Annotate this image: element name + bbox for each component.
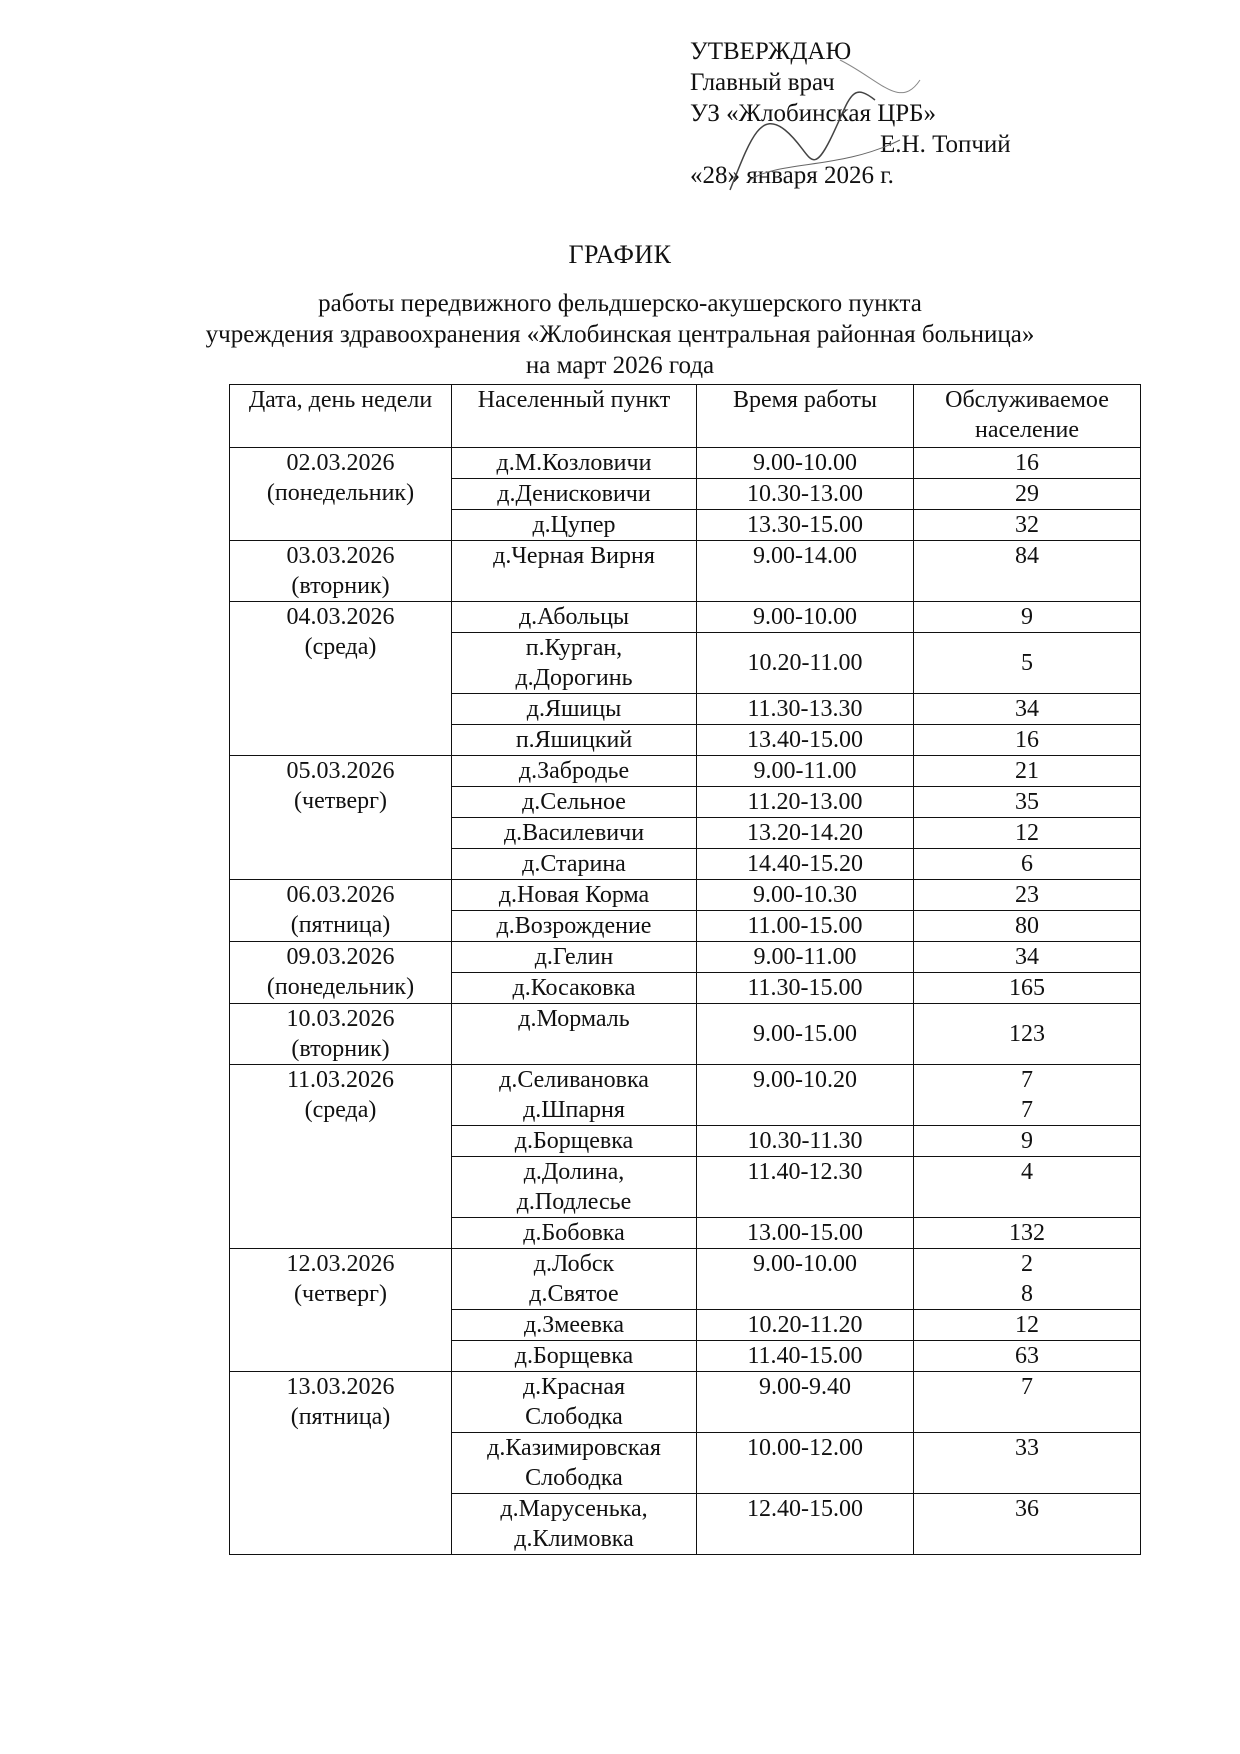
place-value: п.Курган, (525, 635, 623, 661)
population-cell (914, 1249, 1141, 1310)
table-row (230, 1249, 1141, 1310)
date-value: 06.03.2026 (286, 882, 395, 908)
place-value: д.Дорогинь (515, 665, 633, 691)
table-row (230, 756, 1141, 787)
place-value: Слободка (525, 1404, 623, 1430)
header-population: Обслуживаемое население (914, 385, 1141, 448)
time-cell: 10.30-13.00 (697, 479, 914, 510)
place-cell (452, 1249, 697, 1310)
population-value: 35 (1015, 789, 1039, 815)
date-value: 09.03.2026 (286, 944, 395, 970)
population-cell (914, 1065, 1141, 1126)
population-value: 29 (1015, 481, 1039, 507)
population-cell (914, 973, 1141, 1004)
population-value: 80 (1015, 913, 1039, 939)
place-value: д.Борщевка (514, 1128, 634, 1154)
population-value: 63 (1015, 1343, 1039, 1369)
place-cell (452, 1126, 697, 1157)
population-value: 7 (1021, 1374, 1033, 1400)
population-value: 33 (1015, 1435, 1039, 1461)
place-cell (452, 1065, 697, 1126)
time-cell: 10.00-12.00 (697, 1433, 914, 1494)
time-cell: 10.20-11.00 (697, 633, 914, 694)
population-value: 5 (1021, 650, 1033, 676)
place-cell (452, 880, 697, 911)
place-value: д.Бобовка (523, 1220, 625, 1246)
approval-organization: УЗ «Жлобинская ЦРБ» (690, 100, 937, 127)
population-cell (914, 787, 1141, 818)
subtitle-line: на март 2026 года (525, 352, 715, 379)
date-value: 04.03.2026 (286, 604, 395, 630)
time-cell: 14.40-15.20 (697, 849, 914, 880)
time-cell: 9.00-10.00 (697, 602, 914, 633)
place-cell (452, 942, 697, 973)
place-value: д.Святое (529, 1281, 619, 1307)
date-cell (230, 602, 452, 756)
weekday-value: (среда) (304, 1097, 377, 1123)
population-value: 34 (1015, 696, 1039, 722)
place-cell (452, 818, 697, 849)
population-cell (914, 1433, 1141, 1494)
place-value: д.Марусенька, (500, 1496, 648, 1522)
weekday-value: (пятница) (290, 1404, 391, 1430)
population-value: 16 (1015, 727, 1039, 753)
population-value: 16 (1015, 450, 1039, 476)
population-cell (914, 756, 1141, 787)
population-value: 9 (1021, 604, 1033, 630)
population-cell (914, 1126, 1141, 1157)
place-cell (452, 1433, 697, 1494)
place-cell (452, 1157, 697, 1218)
date-cell (230, 448, 452, 541)
document-subtitle (0, 288, 1240, 381)
place-cell (452, 633, 697, 694)
time-cell: 11.30-13.30 (697, 694, 914, 725)
table-row (230, 448, 1141, 479)
subtitle-line: работы передвижного фельдшерско-акушерского пункта (318, 290, 922, 317)
time-cell: 9.00-10.30 (697, 880, 914, 911)
place-value: д.Змеевка (523, 1312, 624, 1338)
time-cell: 9.00-15.00 (697, 1004, 914, 1065)
place-value: д.Лобск (533, 1251, 615, 1277)
time-cell: 9.00-10.00 (697, 448, 914, 479)
date-value: 05.03.2026 (286, 758, 395, 784)
weekday-value: (понедельник) (266, 480, 415, 506)
table-row (230, 880, 1141, 911)
time-cell: 9.00-10.20 (697, 1065, 914, 1126)
date-value: 02.03.2026 (286, 450, 395, 476)
place-value: д.Старина (522, 851, 626, 877)
population-cell (914, 849, 1141, 880)
date-cell (230, 1004, 452, 1065)
date-cell (230, 1372, 452, 1555)
place-value: д.М.Козловичи (496, 450, 652, 476)
time-cell: 11.00-15.00 (697, 911, 914, 942)
population-cell (914, 694, 1141, 725)
population-value: 34 (1015, 944, 1039, 970)
weekday-value: (понедельник) (266, 974, 415, 1000)
table-row (230, 1065, 1141, 1126)
place-value: д.Черная Вирня (493, 543, 655, 569)
population-cell (914, 1341, 1141, 1372)
place-value: д.Борщевка (514, 1343, 634, 1369)
place-cell (452, 787, 697, 818)
place-cell (452, 1372, 697, 1433)
place-value: д.Гелин (534, 944, 614, 970)
table-header-row (230, 385, 1141, 448)
date-value: 11.03.2026 (286, 1067, 395, 1093)
population-cell (914, 479, 1141, 510)
approval-date: «28» января 2026 г. (690, 162, 894, 189)
header-place: Населенный пункт (452, 385, 697, 448)
population-cell (914, 1310, 1141, 1341)
place-cell (452, 602, 697, 633)
population-cell (914, 602, 1141, 633)
time-cell: 11.40-15.00 (697, 1341, 914, 1372)
place-cell (452, 1494, 697, 1555)
population-cell (914, 725, 1141, 756)
approval-block (690, 36, 1070, 191)
place-cell (452, 973, 697, 1004)
place-value: д.Денисковичи (497, 481, 651, 507)
population-value: 165 (1009, 975, 1045, 1001)
place-cell (452, 1004, 697, 1065)
time-cell: 13.20-14.20 (697, 818, 914, 849)
place-cell (452, 479, 697, 510)
place-value: д.Долина, (523, 1159, 625, 1185)
weekday-value: (вторник) (291, 1036, 390, 1062)
population-value: 2 (1021, 1251, 1033, 1277)
place-value: д.Василевичи (503, 820, 645, 846)
time-cell: 12.40-15.00 (697, 1494, 914, 1555)
time-cell: 9.00-11.00 (697, 756, 914, 787)
place-cell (452, 694, 697, 725)
time-cell: 13.00-15.00 (697, 1218, 914, 1249)
population-value: 21 (1015, 758, 1039, 784)
place-cell (452, 1310, 697, 1341)
place-value: д.Подлесье (516, 1189, 632, 1215)
approval-title: УТВЕРЖДАЮ (690, 38, 852, 65)
population-value: 23 (1015, 882, 1039, 908)
place-cell (452, 756, 697, 787)
place-value: д.Климовка (514, 1526, 634, 1552)
place-cell (452, 1218, 697, 1249)
population-value: 7 (1021, 1067, 1033, 1093)
population-cell (914, 541, 1141, 602)
date-value: 12.03.2026 (286, 1251, 395, 1277)
population-cell (914, 448, 1141, 479)
population-cell (914, 818, 1141, 849)
time-cell: 11.40-12.30 (697, 1157, 914, 1218)
population-cell (914, 1218, 1141, 1249)
population-value: 84 (1015, 543, 1039, 569)
population-cell (914, 942, 1141, 973)
place-value: д.Красная (522, 1374, 626, 1400)
place-value: д.Казимировская (487, 1435, 661, 1461)
schedule-table (229, 384, 1141, 1555)
time-cell: 11.20-13.00 (697, 787, 914, 818)
population-cell (914, 1372, 1141, 1433)
population-value: 32 (1015, 512, 1039, 538)
table-body (230, 448, 1141, 1555)
population-value: 36 (1015, 1496, 1039, 1522)
place-cell (452, 541, 697, 602)
population-cell (914, 1157, 1141, 1218)
date-cell (230, 1065, 452, 1249)
table-row (230, 942, 1141, 973)
place-value: д.Возрождение (496, 913, 652, 939)
population-cell (914, 911, 1141, 942)
population-value: 9 (1021, 1128, 1033, 1154)
population-cell (914, 510, 1141, 541)
place-value: д.Цупер (532, 512, 616, 538)
document-title: ГРАФИК (568, 240, 672, 269)
time-cell: 9.00-9.40 (697, 1372, 914, 1433)
population-value: 6 (1021, 851, 1033, 877)
table-row (230, 602, 1141, 633)
place-value: д.Мормаль (518, 1006, 630, 1032)
place-cell (452, 849, 697, 880)
time-cell: 10.30-11.30 (697, 1126, 914, 1157)
population-value: 123 (1009, 1021, 1045, 1047)
date-cell (230, 880, 452, 942)
approval-signer: Е.Н. Топчий (880, 131, 1011, 158)
population-value: 132 (1009, 1220, 1045, 1246)
weekday-value: (вторник) (291, 573, 390, 599)
population-cell (914, 1004, 1141, 1065)
approval-position: Главный врач (690, 69, 835, 96)
population-cell (914, 1494, 1141, 1555)
table-row (230, 1004, 1141, 1065)
weekday-value: (четверг) (294, 1281, 387, 1307)
time-cell: 13.30-15.00 (697, 510, 914, 541)
date-value: 13.03.2026 (286, 1374, 395, 1400)
place-value: д.Косаковка (512, 975, 636, 1001)
time-cell: 11.30-15.00 (697, 973, 914, 1004)
place-value: д.Новая Корма (498, 882, 650, 908)
place-cell (452, 911, 697, 942)
subtitle-line: учреждения здравоохранения «Жлобинская центральная районная больница» (205, 321, 1035, 348)
place-cell (452, 1341, 697, 1372)
population-value: 7 (1021, 1097, 1033, 1123)
weekday-value: (пятница) (290, 912, 391, 938)
weekday-value: (среда) (304, 634, 377, 660)
date-value: 03.03.2026 (286, 543, 395, 569)
date-cell (230, 541, 452, 602)
time-cell: 9.00-10.00 (697, 1249, 914, 1310)
population-value: 4 (1021, 1159, 1033, 1185)
table-row (230, 541, 1141, 602)
date-cell (230, 942, 452, 1004)
population-cell (914, 633, 1141, 694)
place-value: д.Яшицы (526, 696, 622, 722)
header-date: Дата, день недели (230, 385, 452, 448)
population-value: 8 (1021, 1281, 1033, 1307)
place-value: п.Яшицкий (515, 727, 633, 753)
table-row (230, 1372, 1141, 1433)
place-cell (452, 725, 697, 756)
population-cell (914, 880, 1141, 911)
time-cell: 9.00-14.00 (697, 541, 914, 602)
population-value: 12 (1015, 820, 1039, 846)
place-value: д.Абольцы (518, 604, 630, 630)
header-time: Время работы (697, 385, 914, 448)
place-value: д.Шпарня (523, 1097, 625, 1123)
time-cell: 9.00-11.00 (697, 942, 914, 973)
time-cell: 13.40-15.00 (697, 725, 914, 756)
time-cell: 10.20-11.20 (697, 1310, 914, 1341)
place-cell (452, 510, 697, 541)
date-cell (230, 756, 452, 880)
population-value: 12 (1015, 1312, 1039, 1338)
place-value: д.Селивановка (499, 1067, 649, 1093)
place-value: Слободка (525, 1465, 623, 1491)
date-value: 10.03.2026 (286, 1006, 395, 1032)
place-value: д.Забродье (518, 758, 630, 784)
place-value: д.Сельное (522, 789, 626, 815)
date-cell (230, 1249, 452, 1372)
place-cell (452, 448, 697, 479)
weekday-value: (четверг) (294, 788, 387, 814)
